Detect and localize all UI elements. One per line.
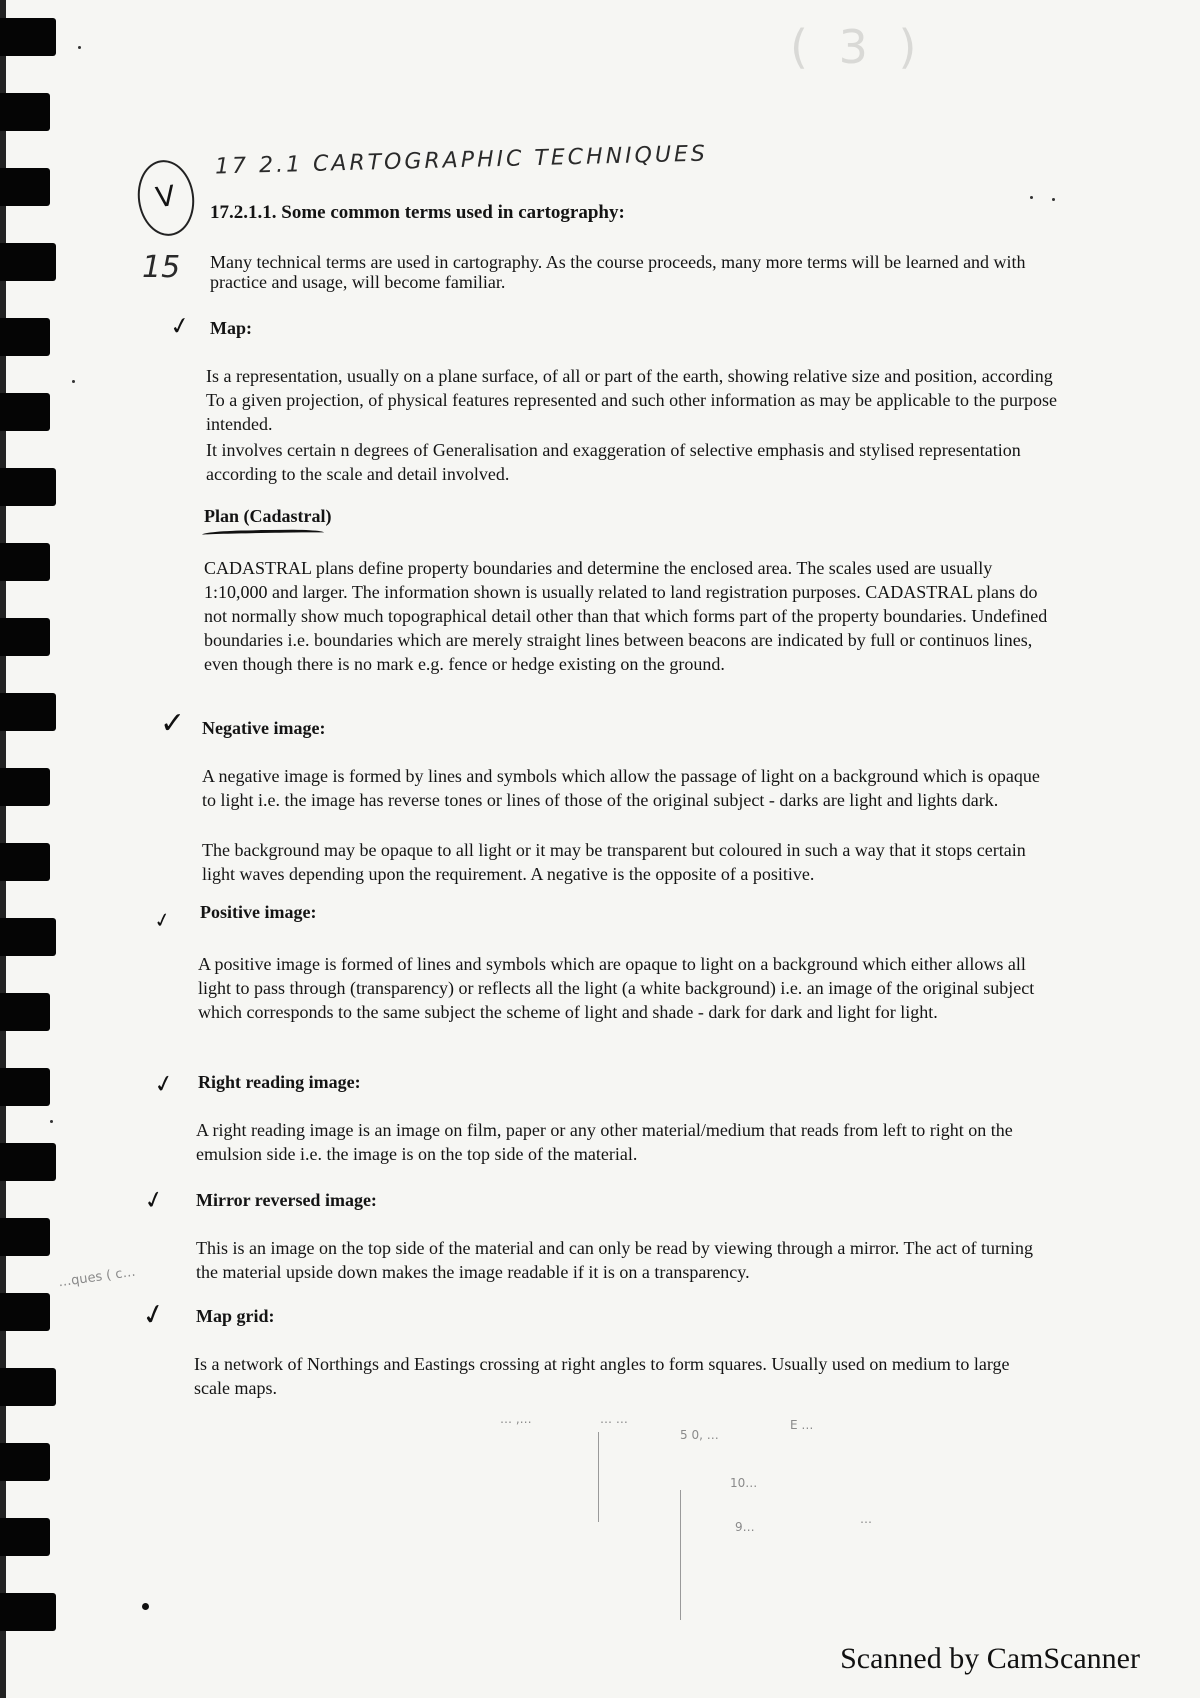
stray-dot	[72, 380, 75, 383]
check-mark-icon: ✓	[151, 906, 174, 934]
pencil-scribble: … ,…	[500, 1412, 532, 1426]
stray-dot	[1052, 198, 1055, 201]
binding-tooth	[0, 918, 56, 956]
stray-dot	[50, 1120, 53, 1123]
binding-tooth	[0, 993, 50, 1031]
pencil-line	[598, 1432, 599, 1522]
check-mark-icon: ✓	[140, 1183, 168, 1217]
pencil-scribble: …	[860, 1512, 872, 1526]
handwritten-heading: 17 2.1 CARTOGRAPHIC TECHNIQUES	[214, 141, 709, 180]
pencil-scribble: … …	[600, 1412, 628, 1426]
binding-tooth	[0, 393, 50, 431]
spiral-binding	[0, 0, 60, 1698]
intro-paragraph: Many technical terms are used in cartography. As the course proceeds, many more terms will be learned and with practice and usage, will become familiar.	[210, 252, 1026, 292]
binding-tooth	[0, 318, 50, 356]
check-mark-icon: ✓	[167, 310, 193, 342]
binding-tooth	[0, 1143, 56, 1181]
subsection-title: 17.2.1.1. Some common terms used in cartography:	[210, 202, 625, 223]
section-paragraph-negative-2: The background may be opaque to all light or it may be transparent but coloured in such a way that it stops certain light waves depending upon the requirement. A negative is the opposite of a positive.	[202, 840, 1026, 884]
binding-tooth	[0, 168, 50, 206]
margin-mark: 15	[142, 250, 181, 285]
section-heading-right-reading: Right reading image:	[198, 1072, 361, 1092]
circled-mark-text: V	[153, 178, 178, 215]
binding-tooth	[0, 18, 56, 56]
section-paragraph-map-2: It involves certain n degrees of Generalisation and exaggeration of selective emphasis and stylised representation according to the scale and detail involved.	[206, 440, 1021, 484]
pencil-scribble: 5 0, …	[680, 1428, 719, 1442]
binding-tooth	[0, 1368, 56, 1406]
section-paragraph-right-reading: A right reading image is an image on film, paper or any other material/medium that reads from left to right on the emulsion side i.e. the image is on the top side of the material.	[196, 1120, 1013, 1164]
check-mark-icon: ✓	[151, 1068, 177, 1100]
binding-tooth	[0, 243, 56, 281]
stray-dot	[1030, 196, 1033, 199]
binding-tooth	[0, 1293, 50, 1331]
binding-tooth	[0, 1218, 50, 1256]
binding-tooth	[0, 1518, 50, 1556]
section-paragraph-map-1: Is a representation, usually on a plane surface, of all or part of the earth, showing relative size and position, according To a given projection, of physical features represented and such other information as may be applicable to the purpose intended.	[206, 366, 1057, 434]
binding-tooth	[0, 618, 50, 656]
margin-note: …ques ( c…	[57, 1264, 137, 1291]
binding-tooth	[0, 768, 50, 806]
pencil-line	[680, 1490, 681, 1620]
section-paragraph-plan: CADASTRAL plans define property boundaries and determine the enclosed area. The scales used are usually 1:10,000 and larger. The information shown is usually related to land registration purposes. CADASTRAL plans do not normally show much topographical detail other than that which forms part of the property boundaries. Undefined boundaries i.e. boundaries which are merely straight lines between beacons are indicated by full or continuos lines, even though there is no mark e.g. fence or hedge existing on the ground.	[204, 558, 1048, 674]
section-paragraph-negative-1: A negative image is formed by lines and symbols which allow the passage of light on a background which is opaque to light i.e. the image has reverse tones or lines of those of the original subject - darks are light and lights dark.	[202, 766, 1040, 810]
binding-tooth	[0, 1593, 56, 1631]
section-heading-mirror-reversed: Mirror reversed image:	[196, 1190, 377, 1210]
binding-tooth	[0, 93, 50, 131]
binding-tooth	[0, 543, 50, 581]
pencil-scribble: E …	[790, 1418, 814, 1432]
binding-tooth	[0, 1068, 50, 1106]
check-mark-icon: ✓	[138, 1295, 170, 1334]
handwritten-underline	[202, 529, 324, 540]
pencil-scribble: 9…	[735, 1520, 755, 1534]
stray-dot	[142, 1603, 149, 1610]
section-heading-plan: Plan (Cadastral)	[204, 506, 332, 526]
section-heading-map: Map:	[210, 318, 252, 338]
binding-tooth	[0, 1443, 50, 1481]
binding-tooth	[0, 843, 50, 881]
section-paragraph-positive: A positive image is formed of lines and symbols which are opaque to light on a background which either allows all light to pass through (transparency) or reflects all the light (a white background) i.e. an image of the original subject which corresponds to the same subject the scheme of light and shade - dark for dark and light for light.	[198, 954, 1035, 1022]
scanner-watermark: Scanned by CamScanner	[840, 1642, 1140, 1675]
pencil-scribble: 10…	[730, 1476, 758, 1490]
faint-bleed-through: ( 3 )	[790, 20, 925, 74]
check-mark-icon: ✓	[160, 706, 186, 741]
circled-mark	[133, 156, 199, 239]
section-heading-map-grid: Map grid:	[196, 1306, 275, 1326]
section-paragraph-mirror-reversed: This is an image on the top side of the material and can only be read by viewing through a mirror. The act of turning the material upside down makes the image readable if it is on a transparency.	[196, 1238, 1033, 1282]
section-paragraph-map-grid: Is a network of Northings and Eastings crossing at right angles to form squares. Usually used on medium to large scale maps.	[194, 1354, 1010, 1398]
stray-dot	[78, 46, 81, 49]
section-heading-positive: Positive image:	[200, 902, 317, 922]
section-heading-negative: Negative image:	[202, 718, 326, 738]
binding-tooth	[0, 693, 56, 731]
binding-tooth	[0, 468, 56, 506]
